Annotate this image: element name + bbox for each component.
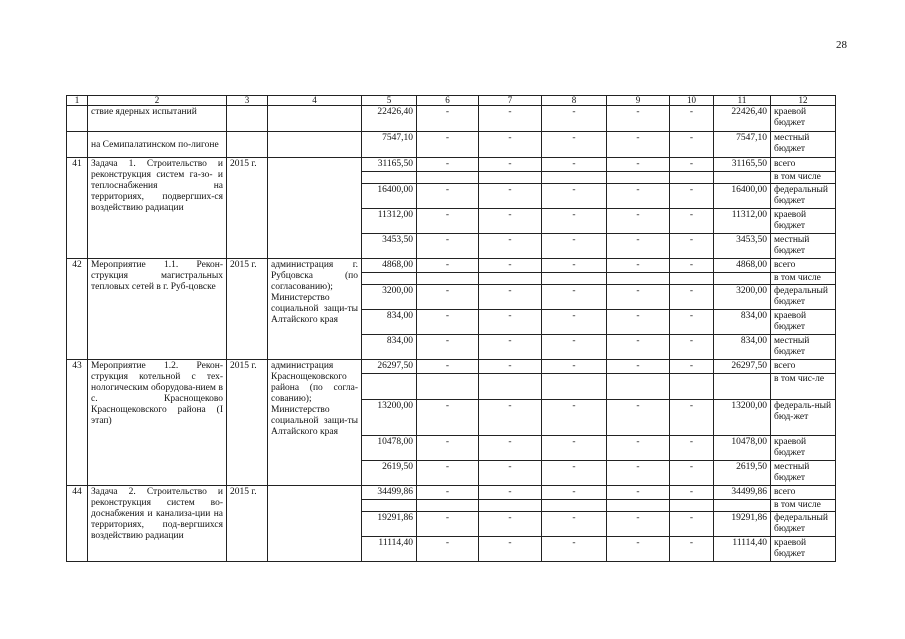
- year-amount: -: [417, 461, 479, 486]
- year-amount: -: [670, 360, 714, 374]
- funding-source: всего: [771, 158, 836, 172]
- year-amount: -: [542, 209, 607, 234]
- header-cell: 2: [88, 96, 227, 106]
- amount-sum: 13200,00: [714, 400, 771, 436]
- year-amount: -: [417, 360, 479, 374]
- table-row: [67, 132, 836, 158]
- amount-sum: 834,00: [714, 310, 771, 335]
- table-row: [67, 486, 836, 500]
- year-amount: [542, 500, 607, 512]
- year-amount: -: [542, 259, 607, 273]
- year-amount: -: [670, 461, 714, 486]
- year-amount: -: [542, 512, 607, 537]
- executor-cell: [268, 158, 362, 259]
- year-amount: -: [542, 360, 607, 374]
- year-amount: [607, 273, 670, 285]
- year-amount: [417, 500, 479, 512]
- amount-sum: 4868,00: [714, 259, 771, 273]
- program-table: [66, 95, 836, 562]
- funding-source: всего: [771, 360, 836, 374]
- amount-sum: 19291,86: [714, 512, 771, 537]
- year-amount: -: [417, 537, 479, 562]
- year-amount: -: [607, 234, 670, 259]
- funding-source: федеральный бюджет: [771, 285, 836, 310]
- year-amount: -: [479, 360, 542, 374]
- year-amount: -: [607, 335, 670, 360]
- amount-total: 834,00: [362, 335, 417, 360]
- year-amount: [670, 273, 714, 285]
- amount-total: 3200,00: [362, 285, 417, 310]
- year-amount: -: [542, 285, 607, 310]
- amount-sum: 834,00: [714, 335, 771, 360]
- year-amount: -: [670, 158, 714, 172]
- year-amount: -: [542, 158, 607, 172]
- year-amount: -: [479, 512, 542, 537]
- funding-source: в том чис-ле: [771, 374, 836, 400]
- funding-source: местный бюджет: [771, 234, 836, 259]
- year-amount: -: [542, 184, 607, 209]
- funding-source: местный бюджет: [771, 461, 836, 486]
- year-amount: -: [417, 310, 479, 335]
- table-row: [67, 259, 836, 273]
- amount-sum: 10478,00: [714, 436, 771, 461]
- header-cell: 8: [542, 96, 607, 106]
- executor-cell: [268, 486, 362, 562]
- amount-sum: 16400,00: [714, 184, 771, 209]
- header-cell: 11: [714, 96, 771, 106]
- amount-total: 4868,00: [362, 259, 417, 273]
- page-number: 28: [836, 39, 847, 51]
- year-amount: -: [479, 234, 542, 259]
- amount-total: [362, 374, 417, 400]
- header-cell: 10: [670, 96, 714, 106]
- year-amount: -: [607, 106, 670, 132]
- year-amount: -: [542, 486, 607, 500]
- year-amount: -: [479, 285, 542, 310]
- year-amount: -: [417, 234, 479, 259]
- year-amount: -: [479, 184, 542, 209]
- table-row: [67, 158, 836, 172]
- year-amount: -: [670, 310, 714, 335]
- item-name: Мероприятие 1.1. Рекон-струкция магистральных тепловых сетей в г. Руб-цовске: [88, 259, 227, 360]
- amount-sum: 11114,40: [714, 537, 771, 562]
- item-name: Задача 1. Строительство и реконструкция систем га-зо- и теплоснабжения на территориях, подвергших-ся воздействию радиации: [88, 158, 227, 259]
- year-amount: [542, 273, 607, 285]
- year-amount: -: [417, 209, 479, 234]
- year-amount: -: [607, 132, 670, 158]
- amount-total: [362, 172, 417, 184]
- row-number: 41: [67, 158, 88, 259]
- header-cell: 5: [362, 96, 417, 106]
- amount-total: 26297,50: [362, 360, 417, 374]
- funding-source: всего: [771, 259, 836, 273]
- amount-total: 7547,10: [362, 132, 417, 158]
- year-amount: -: [479, 537, 542, 562]
- amount-total: 11114,40: [362, 537, 417, 562]
- table-row: [67, 360, 836, 374]
- amount-sum: [714, 172, 771, 184]
- year-amount: -: [417, 132, 479, 158]
- year-amount: -: [417, 285, 479, 310]
- year-amount: -: [542, 106, 607, 132]
- year-amount: -: [607, 537, 670, 562]
- funding-source: федеральный бюджет: [771, 184, 836, 209]
- year-amount: -: [670, 209, 714, 234]
- year-cell: 2015 г.: [227, 486, 268, 562]
- year-amount: [542, 374, 607, 400]
- funding-source: местный бюджет: [771, 335, 836, 360]
- amount-total: [362, 500, 417, 512]
- amount-sum: [714, 374, 771, 400]
- item-name: Задача 2. Строительство и реконструкция систем во-доснабжения и канализа-ции на территориях, под-вергшихся воздействию радиации: [88, 486, 227, 562]
- year-amount: -: [479, 209, 542, 234]
- amount-sum: 2619,50: [714, 461, 771, 486]
- funding-source: местный бюджет: [771, 132, 836, 158]
- amount-sum: [714, 273, 771, 285]
- year-amount: [479, 273, 542, 285]
- funding-source: федеральный бюджет: [771, 512, 836, 537]
- amount-total: 2619,50: [362, 461, 417, 486]
- year-amount: [479, 172, 542, 184]
- row-number: 42: [67, 259, 88, 360]
- year-amount: [670, 374, 714, 400]
- amount-total: 3453,50: [362, 234, 417, 259]
- amount-sum: 3453,50: [714, 234, 771, 259]
- year-cell: 2015 г.: [227, 259, 268, 360]
- amount-sum: 34499,86: [714, 486, 771, 500]
- year-amount: [417, 172, 479, 184]
- table-row: [67, 106, 836, 132]
- year-amount: [670, 500, 714, 512]
- continued-text: ствие ядерных испытаний: [88, 106, 227, 132]
- header-cell: 3: [227, 96, 268, 106]
- amount-total: 11312,00: [362, 209, 417, 234]
- year-amount: -: [479, 106, 542, 132]
- item-name: Мероприятие 1.2. Рекон-струкция котельной с тех-нологическим оборудова-нием в с. Краснощеково Краснощековского района (I этап): [88, 360, 227, 486]
- executor-cell: администрация г. Рубцовска (по согласованию); Министерство социальной защи-ты Алтайского края: [268, 259, 362, 360]
- year-amount: -: [479, 461, 542, 486]
- year-amount: -: [417, 486, 479, 500]
- year-amount: -: [417, 259, 479, 273]
- year-amount: [607, 374, 670, 400]
- header-cell: 6: [417, 96, 479, 106]
- year-amount: -: [607, 461, 670, 486]
- year-amount: -: [670, 285, 714, 310]
- funding-source: краевой бюджет: [771, 209, 836, 234]
- year-amount: -: [417, 436, 479, 461]
- year-amount: -: [542, 436, 607, 461]
- amount-sum: 22426,40: [714, 106, 771, 132]
- year-amount: -: [542, 132, 607, 158]
- amount-total: [362, 273, 417, 285]
- year-amount: [607, 500, 670, 512]
- funding-source: в том числе: [771, 273, 836, 285]
- amount-total: 10478,00: [362, 436, 417, 461]
- year-amount: -: [670, 436, 714, 461]
- year-amount: [417, 374, 479, 400]
- funding-source: краевой бюджет: [771, 310, 836, 335]
- year-amount: -: [479, 335, 542, 360]
- year-amount: -: [479, 400, 542, 436]
- year-amount: [670, 172, 714, 184]
- row-number: [67, 132, 88, 158]
- year-amount: -: [670, 400, 714, 436]
- year-amount: -: [479, 310, 542, 335]
- funding-source: федераль-ный бюд-жет: [771, 400, 836, 436]
- year-amount: -: [479, 158, 542, 172]
- year-amount: -: [670, 259, 714, 273]
- amount-sum: 11312,00: [714, 209, 771, 234]
- row-number: 44: [67, 486, 88, 562]
- row-number: 43: [67, 360, 88, 486]
- amount-total: 16400,00: [362, 184, 417, 209]
- executor-cell: администрация Краснощековского района (по согла-сованию); Министерство социальной защи-ты Алтайского края: [268, 360, 362, 486]
- amount-sum: 7547,10: [714, 132, 771, 158]
- year-amount: -: [417, 106, 479, 132]
- year-amount: -: [479, 132, 542, 158]
- year-amount: -: [607, 209, 670, 234]
- year-amount: -: [542, 400, 607, 436]
- year-amount: -: [670, 512, 714, 537]
- header-cell: 7: [479, 96, 542, 106]
- year-amount: -: [670, 537, 714, 562]
- column-numbers-row: [67, 96, 836, 106]
- amount-total: 13200,00: [362, 400, 417, 436]
- amount-sum: 26297,50: [714, 360, 771, 374]
- year-cell: [227, 132, 268, 158]
- amount-sum: 3200,00: [714, 285, 771, 310]
- year-amount: [417, 273, 479, 285]
- year-amount: -: [417, 400, 479, 436]
- year-amount: -: [607, 360, 670, 374]
- executor-cell: [268, 132, 362, 158]
- year-cell: 2015 г.: [227, 158, 268, 259]
- year-amount: -: [670, 106, 714, 132]
- year-amount: [479, 500, 542, 512]
- continued-text: на Семипалатинском по-лигоне: [88, 132, 227, 158]
- year-amount: -: [607, 400, 670, 436]
- amount-total: 22426,40: [362, 106, 417, 132]
- year-amount: -: [607, 285, 670, 310]
- year-amount: -: [542, 537, 607, 562]
- funding-source: краевой бюджет: [771, 537, 836, 562]
- amount-total: 31165,50: [362, 158, 417, 172]
- year-cell: 2015 г.: [227, 360, 268, 486]
- year-amount: -: [479, 259, 542, 273]
- amount-sum: 31165,50: [714, 158, 771, 172]
- year-amount: -: [542, 234, 607, 259]
- header-cell: 1: [67, 96, 88, 106]
- year-amount: -: [607, 259, 670, 273]
- funding-source: краевой бюджет: [771, 436, 836, 461]
- year-amount: -: [607, 436, 670, 461]
- year-amount: -: [417, 184, 479, 209]
- year-amount: -: [607, 184, 670, 209]
- amount-sum: [714, 500, 771, 512]
- amount-total: 34499,86: [362, 486, 417, 500]
- year-amount: -: [607, 512, 670, 537]
- year-amount: [542, 172, 607, 184]
- year-amount: -: [542, 335, 607, 360]
- year-amount: -: [417, 335, 479, 360]
- year-amount: -: [670, 184, 714, 209]
- year-amount: [479, 374, 542, 400]
- header-cell: 4: [268, 96, 362, 106]
- year-amount: -: [417, 158, 479, 172]
- year-amount: -: [417, 512, 479, 537]
- year-cell: [227, 106, 268, 132]
- year-amount: -: [542, 310, 607, 335]
- year-amount: -: [670, 486, 714, 500]
- funding-source: всего: [771, 486, 836, 500]
- funding-source: в том числе: [771, 172, 836, 184]
- year-amount: -: [542, 461, 607, 486]
- year-amount: -: [479, 436, 542, 461]
- year-amount: -: [670, 335, 714, 360]
- year-amount: [607, 172, 670, 184]
- year-amount: -: [670, 234, 714, 259]
- funding-source: краевой бюджет: [771, 106, 836, 132]
- year-amount: -: [479, 486, 542, 500]
- year-amount: -: [607, 486, 670, 500]
- row-number: [67, 106, 88, 132]
- header-cell: 9: [607, 96, 670, 106]
- funding-source: в том числе: [771, 500, 836, 512]
- amount-total: 834,00: [362, 310, 417, 335]
- year-amount: -: [670, 132, 714, 158]
- header-cell: 12: [771, 96, 836, 106]
- amount-total: 19291,86: [362, 512, 417, 537]
- year-amount: -: [607, 310, 670, 335]
- year-amount: -: [607, 158, 670, 172]
- executor-cell: [268, 106, 362, 132]
